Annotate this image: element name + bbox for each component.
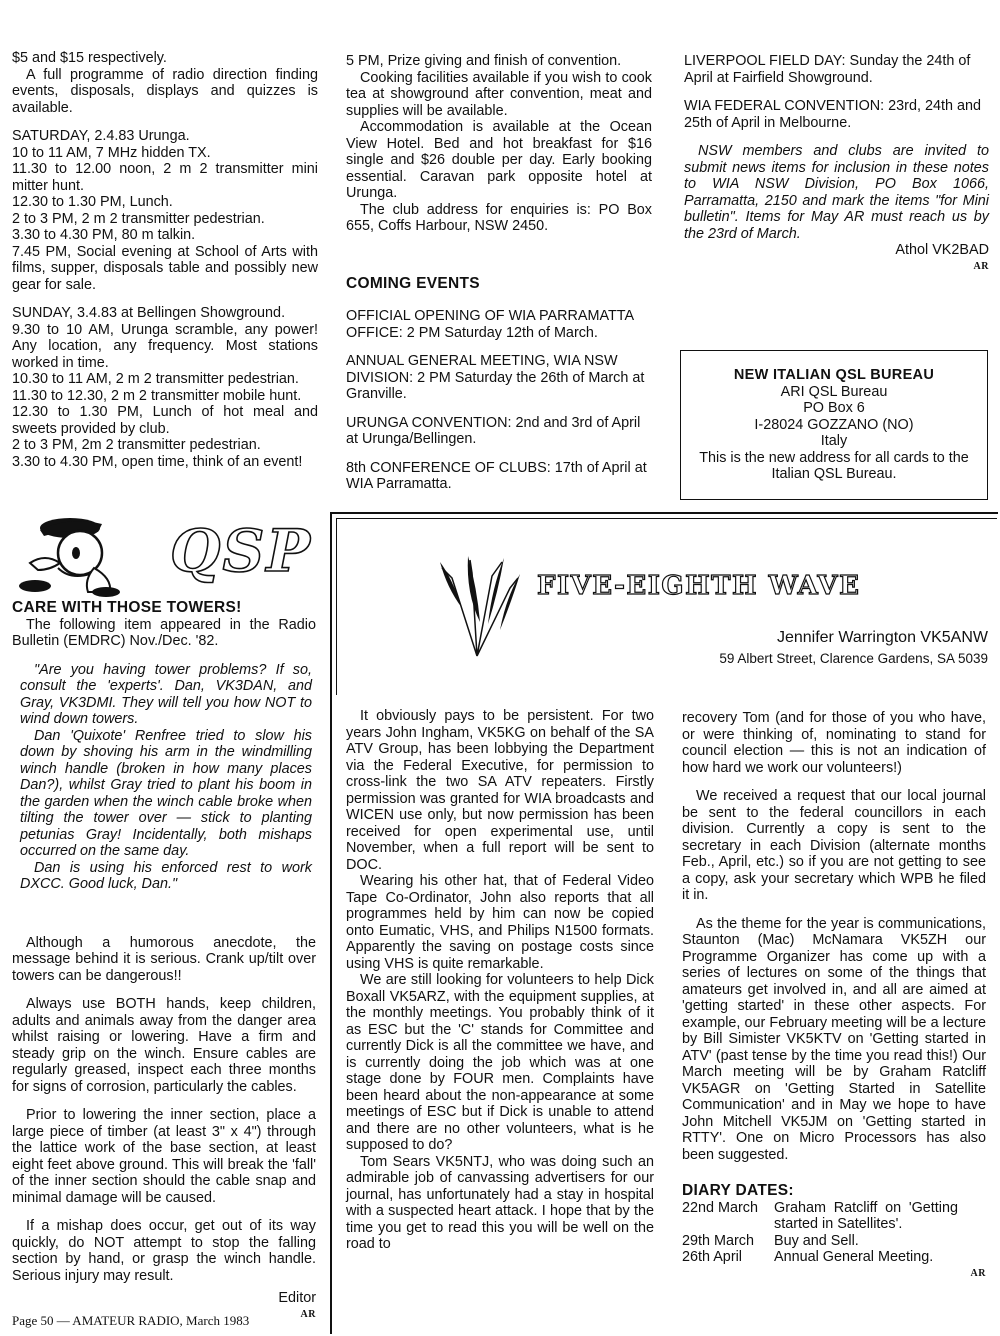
diary-row <box>682 1249 958 1266</box>
event-item: URUNGA CONVENTION: 2nd and 3rd of April at Urunga/Bellingen. <box>346 414 641 447</box>
schedule-line: 12.30 to 1.30 PM, Lunch of hot meal and sweets provided by club. <box>12 404 318 437</box>
five-eighth-right-column <box>682 710 986 1282</box>
schedule-line: 7.45 PM, Social evening at School of Arts with films, supper, disposals table and possibly new gear for sale. <box>12 243 318 293</box>
schedule-day-saturday: SATURDAY, 2.4.83 Urunga. <box>12 128 190 144</box>
qsp-logo-area <box>10 508 320 598</box>
schedule-line: 11.30 to 12.30, 2 m 2 transmitter mobile hunt. <box>12 387 302 404</box>
coming-events-heading: COMING EVENTS <box>346 275 480 292</box>
paragraph: As the theme for the year is communications, Staunton (Mac) McNamara VK5ZH our Programme Organizer has come up with a series of lectures on some of the things that amateurs get involved in, and all are aimed at 'getting started' in these other aspects. For example, our February meeting will be a lecture by Bill Simister VK5KTV on 'Getting started in ATV' (past tense by the time you read this!) Our March meeting will be by Graham Ratcliff VK5AGR on 'Getting Started in Satellite Communication' and in May we hope to have John Mitchell VK5JM on 'Getting started in RTTY'. One on Micro Processors has also been suggested. <box>682 915 986 1163</box>
event-item: ANNUAL GENERAL MEETING, WIA NSW DIVISION: 2 PM Saturday the 26th of March at Granville. <box>346 353 645 402</box>
diary-row <box>682 1200 958 1233</box>
five-eighth-left-column <box>346 708 654 1253</box>
qsp-heading: CARE WITH THOSE TOWERS! <box>12 599 242 616</box>
event-item: WIA FEDERAL CONVENTION: 23rd, 24th and 25th of April in Melbourne. <box>684 98 981 131</box>
schedule-line: 3.30 to 4.30 PM, open time, think of an event! <box>12 453 303 470</box>
qsl-bureau-box <box>680 350 988 500</box>
author-name: Jennifer Warrington VK5ANW <box>776 629 988 646</box>
diary-event: Graham Ratcliff on 'Getting started in Satellites'. <box>774 1199 958 1232</box>
qsl-note: This is the new address for all cards to the Italian QSL Bureau. <box>699 449 969 482</box>
paragraph: We received a request that our local journal be sent to the federal councillors in each division. Currently a copy is sent to the secretary in each Division (alternate months Feb., April, etc.) so if you are not getting to see a copy, ask your secretary which WPB he filed it in. <box>682 788 986 903</box>
paragraph: Accommodation is available at the Ocean View Hotel. Bed and hot breakfast for $16 single and $26 double per day. Early booking essential. Caravan park opposite hotel at Urunga. <box>346 119 652 201</box>
diary-event: Annual General Meeting. <box>774 1249 934 1265</box>
schedule-line: 2 to 3 PM, 2 m 2 transmitter pedestrian. <box>12 210 265 227</box>
page-footer: Page 50 — AMATEUR RADIO, March 1983 <box>12 1313 250 1328</box>
qsl-address-line: I-28024 GOZZANO (NO) <box>754 416 914 433</box>
event-item: OFFICIAL OPENING OF WIA PARRAMATTA OFFICE: 2 PM Saturday 12th of March. <box>346 308 634 341</box>
qsl-box-title: NEW ITALIAN QSL BUREAU <box>733 367 935 383</box>
antenna-illustration-icon <box>422 548 532 663</box>
ar-mark: AR <box>973 260 989 272</box>
schedule-line: 12.30 to 1.30 PM, Lunch. <box>12 194 173 210</box>
schedule-line: 2 to 3 PM, 2m 2 transmitter pedestrian. <box>12 437 261 453</box>
schedule-line: 10.30 to 11 AM, 2 m 2 transmitter pedestrian. <box>12 371 299 387</box>
diary-table <box>682 1200 958 1266</box>
schedule-day-sunday: SUNDAY, 3.4.83 at Bellingen Showground. <box>12 305 286 321</box>
paragraph: Cooking facilities available if you wish to cook tea at showground after convention, meat and supplies will be available. <box>346 69 652 119</box>
ar-mark: AR <box>970 1267 986 1279</box>
schedule-line: 9.30 to 10 AM, Urunga scramble, any power! Any location, any frequency. Most stations worked in time. <box>12 321 318 371</box>
diary-heading: DIARY DATES: <box>682 1182 794 1199</box>
schedule-line: 10 to 11 AM, 7 MHz hidden TX. <box>12 144 211 161</box>
event-item: 8th CONFERENCE OF CLUBS: 17th of April at WIA Parramatta. <box>346 459 647 492</box>
qsl-address-line: Italy <box>820 433 848 449</box>
signature: Athol VK2BAD <box>895 242 989 258</box>
col3-events <box>684 53 989 275</box>
qsp-logo-text: QSP <box>170 517 313 585</box>
paragraph: We are still looking for volunteers to help Dick Boxall VK5ARZ, with the equipment supplies, at the monthly meetings. You probably think of it as ESC but the 'C' stands for Committee and currently Dick is all the committee we have, and is currently doing the job which was at one stage done by FOUR men. Complaints have been heard about the non-appearance at some meetings of ESC but if Dick is unable to attend and there are no other volunteers, what is he supposed to do? <box>346 972 654 1153</box>
diary-row <box>682 1233 958 1250</box>
schedule-line: 11.30 to 12.00 noon, 2 m 2 transmitter mini mitter hunt. <box>12 161 318 194</box>
paragraph: Wearing his other hat, that of Federal Video Tape Co-Ordinator, John also reports that all programmes held by him can now be copied onto Eumatic, VHS, and Philips N1500 formats. Apparently the saving on postage costs since using VHS is quite remarkable. <box>346 873 654 972</box>
qsl-address-line: ARI QSL Bureau <box>780 383 888 400</box>
qsp-intro: The following item appeared in the Radio Bulletin (EMDRC) Nov./Dec. '82. <box>12 616 316 649</box>
col1-schedule <box>12 50 318 470</box>
diary-event: Buy and Sell. <box>774 1232 859 1249</box>
event-item: LIVERPOOL FIELD DAY: Sunday the 24th of April at Fairfield Showground. <box>684 53 971 86</box>
author-address: 59 Albert Street, Clarence Gardens, SA 5039 <box>719 651 988 666</box>
paragraph: Tom Sears VK5NTJ, who was doing such an admirable job of canvassing advertisers for our journal, has unfortunately had a stay in hospital with a suspected heart attack. I hope that by the time you get to read this you will be well on the road to <box>346 1153 654 1252</box>
submission-note: NSW members and clubs are invited to submit news items for inclusion in these notes to WIA NSW Division, PO Box 1066, Parramatta, 2150 and mark the items "for Mini bulletin". Items for May AR must reach us by the 23rd of March. <box>684 143 989 242</box>
paragraph: recovery Tom (and for those of you who have, or were thinking of, nominating to stand for council election — this is not an indication of how hard we work our volunteers!) <box>682 710 986 776</box>
schedule-line: A full programme of radio direction finding events, disposals, displays and quizzes is available. <box>12 66 318 116</box>
paragraph: 5 PM, Prize giving and finish of convention. <box>346 53 622 69</box>
quote-paragraph: Dan 'Quixote' Renfree tried to slow his down by shoving his arm in the windmilling winch handle (broken in how many places Dan?), whilst Gray tried to plant his boom in the garden when the winch cable broke when tilting the tower over — stick to planting petunias Gray! Incidentally, both mishaps occurred on the same day. <box>20 727 312 859</box>
paragraph: Although a humorous anecdote, the message behind it is serious. Crank up/tilt over towers can be dangerous!! <box>12 934 316 984</box>
qsp-article <box>12 600 316 1323</box>
paragraph: Prior to lowering the inner section, place a large piece of timber (at least 3" x 4") through the lattice work of the base section, at least eight feet above ground. This will break the 'fall' of the inner section should the cable snap and minimal damage will be caused. <box>12 1107 316 1206</box>
diary-date: 29th March <box>682 1232 754 1249</box>
coming-events-list <box>346 308 652 493</box>
paragraph: The club address for enquiries is: PO Box 655, Coffs Harbour, NSW 2450. <box>346 201 652 234</box>
five-eighth-title: FIVE-EIGHTH WAVE <box>537 571 861 601</box>
diary-date: 26th April <box>682 1249 743 1265</box>
quote-paragraph: "Are you having tower problems? If so, consult the 'experts'. Dan, VK3DAN, and Gray, VK3DMI. They will tell you how NOT to wind down towers. <box>20 661 312 727</box>
paragraph: Always use BOTH hands, keep children, adults and animals away from the danger area whilst raising or lowering. Have a firm and steady grip on the winch. Ensure cables are regularly greased, inspect each three months for signs of corrosion, particularly the cables. <box>12 996 316 1095</box>
editor-signature: Editor <box>278 1290 316 1306</box>
paragraph: If a mishap does occur, get out of its way quickly, do NOT attempt to stop the falling section by hand, or grasp the winch handle. Serious injury may result. <box>12 1218 316 1284</box>
qsl-address-line: PO Box 6 <box>803 400 865 416</box>
paragraph: It obviously pays to be persistent. For two years John Ingham, VK5KG on behalf of the SA ATV Group, has been lobbying the Department via the Federal Executive, for permission to cross-link the two SA ATV repeaters. Firstly permission was granted for WIA broadcasts and WICEN use only, but now permission has been received for open experimental use, until November, when a full report will be sent to DOC. <box>346 708 654 873</box>
diary-date: 22nd March <box>682 1199 758 1216</box>
ar-mark: AR <box>300 1308 316 1320</box>
quote-paragraph: Dan is using his enforced rest to work DXCC. Good luck, Dan." <box>20 859 312 892</box>
schedule-line: 3.30 to 4.30 PM, 80 m talkin. <box>12 227 196 243</box>
schedule-line: $5 and $15 respectively. <box>12 50 167 66</box>
col2-convention <box>346 53 652 235</box>
